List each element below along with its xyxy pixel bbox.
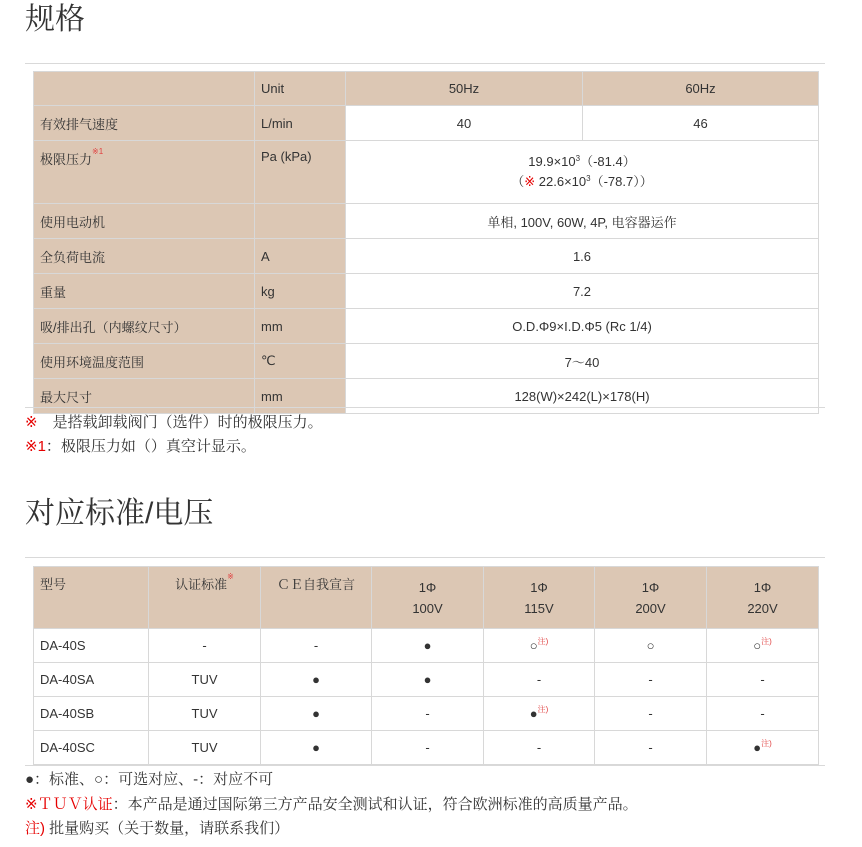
std-ce: ● [261, 731, 372, 765]
pressure-value: 19.9×10 [528, 154, 576, 169]
spec-row-label: 使用环境温度范围 [34, 344, 255, 379]
std-115v: - [484, 731, 595, 765]
spec-row-label: 吸/排出孔（内螺纹尺寸） [34, 309, 255, 344]
std-ce: ● [261, 663, 372, 697]
std-header-phase: 1Φ [418, 579, 437, 595]
spec-row-label-text: 极限压力 [40, 152, 93, 167]
standards-header-row [34, 567, 819, 629]
std-model: DA-40S [34, 629, 149, 663]
std-cert: - [149, 629, 261, 663]
note-mark: 注) [25, 820, 45, 837]
note-text: 批量购买（关于数量，请联系我们） [45, 820, 290, 837]
std-header-voltage: 115V [524, 600, 554, 616]
spec-value-merged [346, 141, 819, 204]
std-cert: TUV [149, 663, 261, 697]
std-header-voltage: 200V [635, 600, 666, 616]
spec-value-merged: 128(W)×242(L)×178(H) [346, 379, 819, 414]
spec-row-weight [34, 274, 819, 309]
spec-value-merged: 7.2 [346, 274, 819, 309]
std-header-100v [372, 567, 484, 629]
spec-row-ultimate-pressure [34, 141, 819, 204]
standards-note [25, 817, 289, 838]
std-115v [484, 697, 595, 731]
std-header-phase: 1Φ [530, 579, 548, 595]
std-header-model: 型号 [34, 567, 149, 629]
spec-row-unit: Pa (kPa) [255, 141, 346, 204]
std-100v: - [372, 731, 484, 765]
std-mark: ● [753, 740, 762, 755]
std-note-mark: 注) [761, 739, 772, 748]
spec-row-unit: mm [255, 309, 346, 344]
spec-row-port [34, 309, 819, 344]
note-mark: ※ [25, 414, 38, 431]
spec-value-60hz: 46 [583, 106, 819, 141]
std-header-ce: ＣＥ自我宣言 [261, 567, 372, 629]
std-header-cert-mark: ※ [227, 572, 234, 581]
spec-row-temperature [34, 344, 819, 379]
std-115v: - [484, 663, 595, 697]
spec-header-unit: Unit [255, 72, 346, 106]
standards-section-title: 对应标准/电压 [25, 497, 214, 530]
std-ce: ● [261, 697, 372, 731]
std-220v: - [707, 663, 819, 697]
std-row-da-40sb [34, 697, 819, 731]
std-note-mark: 注) [537, 637, 549, 646]
spec-row-label: 重量 [34, 274, 255, 309]
std-header-220v [707, 567, 819, 629]
std-row-da-40sc [34, 731, 819, 765]
spec-row-unit: A [255, 239, 346, 274]
std-note-mark: 注) [537, 705, 549, 714]
spec-row-label: 有效排气速度 [34, 106, 255, 141]
std-model: DA-40SA [34, 663, 149, 697]
std-model: DA-40SB [34, 697, 149, 731]
spec-row-current [34, 239, 819, 274]
pressure-exponent: 3 [586, 174, 591, 183]
std-row-da-40sa [34, 663, 819, 697]
spec-row-unit [255, 204, 346, 239]
spec-header-60hz: 60Hz [583, 72, 819, 106]
spec-row-unit: kg [255, 274, 346, 309]
standards-title-rule [25, 557, 825, 558]
note-mark: ※ＴＵＶ认证 [25, 796, 113, 813]
std-header-cert-text: 认证标准 [175, 577, 228, 592]
standards-table [33, 566, 819, 765]
std-mark: ● [529, 706, 538, 721]
spec-value-50hz: 40 [346, 106, 583, 141]
spec-row-dimensions [34, 379, 819, 414]
std-200v: - [595, 663, 707, 697]
std-header-voltage: 220V [747, 600, 778, 616]
std-220v [707, 731, 819, 765]
std-ce: - [261, 629, 372, 663]
pressure-exponent: 3 [575, 154, 581, 163]
note-text: 是搭载卸载阀门（选件）时的极限压力。 [37, 414, 323, 431]
std-115v [484, 629, 595, 663]
pressure-line-2 [346, 172, 818, 192]
std-200v: - [595, 731, 707, 765]
spec-bottom-rule [25, 407, 825, 408]
spec-row-label: 全负荷电流 [34, 239, 255, 274]
std-row-da-40s [34, 629, 819, 663]
std-cert: TUV [149, 697, 261, 731]
pressure-line-1 [346, 152, 818, 172]
spec-section-title: 规格 [25, 3, 85, 36]
pressure-value: 22.6×10 [535, 174, 587, 189]
spec-row-motor [34, 204, 819, 239]
spec-title-rule [25, 63, 825, 64]
std-header-phase: 1Φ [753, 579, 772, 595]
std-header-voltage: 100V [412, 600, 443, 616]
spec-row-unit: mm [255, 379, 346, 414]
spec-label-footnote-mark: ※1 [92, 147, 104, 156]
note-mark: ※1 [25, 438, 46, 455]
note-text: ：本产品是通过国际第三方产品安全测试和认证，符合欧洲标准的高质量产品。 [112, 796, 638, 813]
spec-value-merged: 单相, 100V, 60W, 4P, 电容器运作 [346, 204, 819, 239]
spec-note [25, 435, 256, 456]
spec-value-merged: 1.6 [346, 239, 819, 274]
note-text: ●：标准、○：可选对应、-：对应不可 [25, 771, 274, 788]
note-text: ：极限压力如（）真空计显示。 [45, 438, 256, 455]
spec-row-label: 使用电动机 [34, 204, 255, 239]
std-220v: - [707, 697, 819, 731]
std-100v: - [372, 697, 484, 731]
std-100v: ● [372, 629, 484, 663]
std-200v: - [595, 697, 707, 731]
pressure-paren: （ [511, 174, 525, 189]
std-220v [707, 629, 819, 663]
spec-table [33, 71, 819, 414]
std-model: DA-40SC [34, 731, 149, 765]
spec-row-pumping-speed [34, 106, 819, 141]
spec-value-merged: 7～40 [346, 344, 819, 379]
spec-value-merged: O.D.Φ9×I.D.Φ5 (Rc 1/4) [346, 309, 819, 344]
spec-row-unit: L/min [255, 106, 346, 141]
spec-row-label: 最大尺寸 [34, 379, 255, 414]
spec-header-50hz: 50Hz [346, 72, 583, 106]
std-note-mark: 注) [761, 637, 772, 646]
standards-bottom-rule [25, 765, 825, 766]
std-200v: ○ [595, 629, 707, 663]
standards-note [25, 768, 273, 789]
std-header-cert [149, 567, 261, 629]
std-mark: ○ [529, 638, 538, 653]
pressure-kpa: （-81.4） [580, 154, 636, 169]
std-header-phase: 1Φ [641, 579, 660, 595]
spec-row-label [34, 141, 255, 204]
pressure-mark: ※ [524, 174, 536, 189]
pressure-kpa: （-78.7）） [590, 174, 653, 189]
std-cert: TUV [149, 731, 261, 765]
std-mark: ○ [753, 638, 762, 653]
spec-header-row [34, 72, 819, 106]
std-header-200v [595, 567, 707, 629]
std-header-115v [484, 567, 595, 629]
spec-header-blank [34, 72, 255, 106]
spec-note [25, 411, 323, 432]
standards-note [25, 793, 638, 814]
spec-row-unit: ℃ [255, 344, 346, 379]
std-100v: ● [372, 663, 484, 697]
